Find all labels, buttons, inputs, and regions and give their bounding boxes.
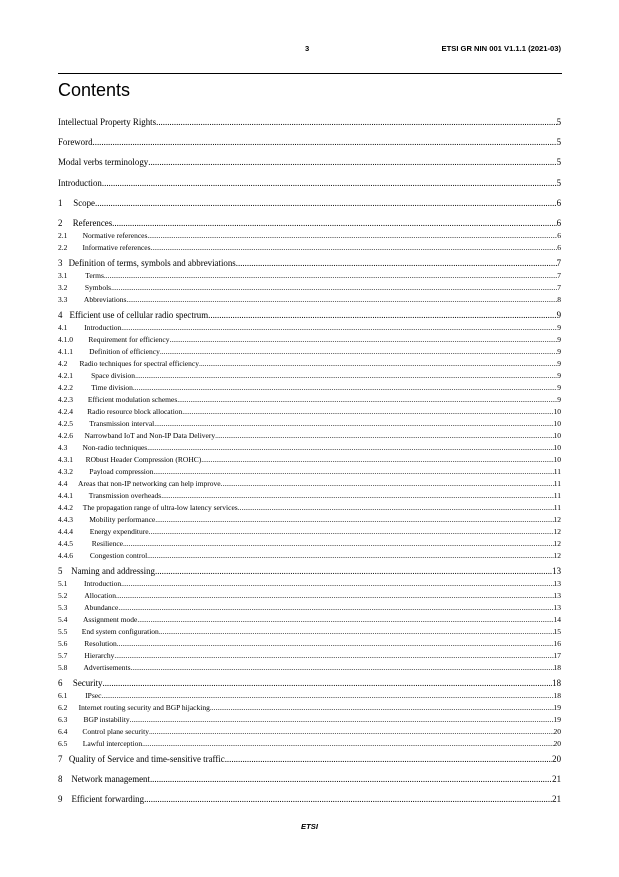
toc-entry[interactable] [58,663,561,672]
toc-dot-leader [102,678,552,688]
toc-entry-page: 11 [553,479,561,489]
toc-entry-title: Efficient modulation schemes [87,395,178,405]
toc-entry-number: 4.1.0 [58,335,73,345]
toc-dot-leader [123,539,553,548]
toc-entry-title: Advertisements [83,663,131,673]
toc-dot-leader [208,310,556,320]
toc-dot-leader [238,503,554,512]
toc-dot-leader [102,178,557,188]
toc-entry-title: Time division [91,383,133,393]
toc-dot-leader [130,715,554,724]
toc-entry[interactable] [58,419,561,428]
toc-dot-leader [151,243,558,252]
toc-entry-title: Control plane security [82,727,149,737]
toc-entry-page: 5 [556,137,561,148]
toc-entry[interactable] [58,218,561,228]
toc-entry-number: 4.2.5 [58,419,73,429]
toc-entry-page: 18 [552,678,561,688]
toc-entry[interactable] [58,347,561,356]
toc-entry-page: 12 [553,551,561,561]
toc-entry-title: Terms [85,271,104,281]
toc-entry-title: Hierarchy [84,651,115,661]
toc-entry-page: 6 [556,218,561,228]
toc-entry-page: 17 [553,651,561,661]
toc-entry-number: 5.7 [58,651,68,661]
toc-entry-page: 11 [553,491,561,501]
toc-entry-title: Efficient forwarding [71,794,145,805]
toc-entry-number: 4.4.3 [58,515,73,525]
toc-entry-page: 6 [557,231,561,241]
toc-entry-number: 6.4 [58,727,68,737]
toc-entry[interactable] [58,407,561,416]
toc-dot-leader [161,491,554,500]
toc-entry[interactable] [58,395,561,404]
toc-entry-page: 12 [553,527,561,537]
toc-entry-number: 6 [58,678,63,688]
toc-dot-leader [160,347,557,356]
toc-entry-page: 9 [557,323,561,333]
toc-entry-title: Resolution [84,639,117,649]
toc-dot-leader [155,566,552,576]
toc-dot-leader [147,231,557,240]
toc-entry-title: Scope [73,197,95,208]
toc-dot-leader [153,467,553,476]
toc-entry-title: Internet routing security and BGP hijacking [78,703,210,713]
toc-entry-page: 5 [556,177,561,188]
toc-entry-number: 4.4.4 [58,527,73,537]
toc-dot-leader [225,754,552,764]
toc-entry[interactable] [58,178,561,188]
toc-dot-leader [177,395,557,404]
toc-dot-leader [149,527,554,536]
toc-entry[interactable] [58,727,561,736]
toc-entry-page: 18 [553,663,561,673]
toc-entry-number: 4.1.1 [58,347,73,357]
toc-entry-title: Quality of Service and time-sensitive traffic [68,754,225,764]
toc-entry-title: Network management [71,774,150,785]
toc-dot-leader [111,283,557,292]
toc-entry-title: Radio techniques for spectral efficiency [79,359,199,369]
toc-dot-leader [114,651,553,660]
toc-entry-title: Allocation [84,591,116,601]
toc-entry-page: 10 [553,431,561,441]
toc-entry[interactable] [58,117,561,127]
toc-entry-page: 13 [552,566,561,576]
toc-entry-page: 6 [557,243,561,253]
toc-entry[interactable] [58,323,561,332]
toc-entry-number: 6.5 [58,739,68,749]
toc-entry-title: Definition of efficiency [89,347,160,357]
toc-dot-leader [116,591,554,600]
toc-entry-page: 6 [556,197,561,208]
toc-entry-title: Requirement for efficiency [88,335,170,345]
toc-entry[interactable] [58,157,561,167]
toc-entry[interactable] [58,455,561,464]
toc-entry-page: 10 [553,407,561,417]
toc-entry[interactable] [58,539,561,548]
toc-entry-number: 5.8 [58,663,68,673]
toc-dot-leader [149,727,554,736]
toc-entry[interactable] [58,283,561,292]
toc-entry-title: Introduction [58,177,102,188]
toc-entry-title: Informative references [82,243,151,253]
toc-entry-number: 5.5 [58,627,68,637]
toc-entry-page: 21 [552,774,561,785]
toc-entry-title: Naming and addressing [71,566,155,576]
toc-entry-title: RObust Header Compression (ROHC) [85,455,202,465]
toc-entry-number: 4.2.3 [58,395,73,405]
toc-entry[interactable] [58,479,561,488]
toc-entry-title: Resilience [91,539,124,549]
toc-entry[interactable] [58,137,561,147]
toc-dot-leader [199,359,557,368]
toc-entry-number: 4.2.6 [58,431,73,441]
toc-entry-number: 4.4.2 [58,503,73,513]
footer-logo-text: ETSI [301,822,318,831]
toc-entry-number: 9 [58,794,63,805]
toc-entry[interactable] [58,794,561,804]
toc-dot-leader [133,383,557,392]
toc-dot-leader [104,271,557,280]
toc-entry[interactable] [58,651,561,660]
toc-dot-leader [154,419,553,428]
toc-dot-leader [150,774,552,784]
toc-entry-title: Intellectual Property Rights [58,117,157,127]
toc-entry-title: Introduction [84,323,122,333]
toc-entry-title: Payload compression [89,467,154,477]
toc-entry-page: 20 [553,739,561,749]
toc-dot-leader [156,117,556,127]
toc-entry-page: 5 [556,157,561,168]
toc-entry-page: 12 [553,539,561,549]
toc-entry-page: 9 [557,371,561,381]
toc-entry-page: 10 [553,455,561,465]
toc-entry-number: 2.1 [58,231,68,241]
toc-dot-leader [101,691,553,700]
toc-entry-title: Space division [91,371,136,381]
toc-entry-page: 5 [556,117,561,127]
toc-entry-number: 5.3 [58,603,68,613]
toc-entry-title: Narrowband IoT and Non-IP Data Delivery [84,431,216,441]
toc-entry[interactable] [58,271,561,280]
toc-entry-number: 4.3.2 [58,467,73,477]
toc-dot-leader [147,551,553,560]
toc-entry-number: 3 [58,258,63,268]
toc-entry-number: 5.4 [58,615,68,625]
toc-entry-title: Definition of terms, symbols and abbreviations [68,258,236,268]
toc-entry-title: Congestion control [89,551,148,561]
toc-entry-page: 9 [557,383,561,393]
toc-entry-number: 4.4.6 [58,551,73,561]
toc-entry-page: 16 [553,639,561,649]
toc-entry-title: IPsec [85,691,102,701]
toc-entry[interactable] [58,359,561,368]
toc-entry-page: 11 [553,467,561,477]
toc-entry-page: 9 [557,359,561,369]
toc-dot-leader [135,371,557,380]
toc-entry-title: The propagation range of ultra-low latency services [82,503,238,513]
header-document-id: ETSI GR NIN 001 V1.1.1 (2021-03) [441,44,561,53]
toc-entry-title: Efficient use of cellular radio spectrum [69,310,209,320]
toc-entry[interactable] [58,774,561,784]
toc-entry[interactable] [58,527,561,536]
toc-entry-number: 5.1 [58,579,68,589]
toc-entry-number: 7 [58,754,63,764]
toc-entry-number: 6.2 [58,703,68,713]
toc-entry-page: 21 [552,794,561,805]
toc-entry-title: BGP instability [83,715,130,725]
toc-dot-leader [221,479,554,488]
toc-entry[interactable] [58,310,561,320]
toc-entry-title: Security [72,678,103,688]
toc-entry-number: 6.1 [58,691,68,701]
toc-entry-title: Energy expenditure [89,527,149,537]
toc-dot-leader [201,455,553,464]
toc-entry-number: 4.3.1 [58,455,73,465]
toc-dot-leader [121,579,553,588]
toc-entry[interactable] [58,715,561,724]
toc-entry[interactable] [58,678,561,688]
toc-entry-number: 6.3 [58,715,68,725]
toc-entry-title: Foreword [58,137,93,148]
toc-entry[interactable] [58,231,561,240]
toc-entry[interactable] [58,503,561,512]
toc-dot-leader [182,407,553,416]
toc-entry[interactable] [58,371,561,380]
toc-entry-number: 5.6 [58,639,68,649]
toc-entry-page: 18 [553,691,561,701]
toc-dot-leader [169,335,557,344]
header-page-number: 3 [305,44,310,53]
toc-dot-leader [131,663,554,672]
toc-entry-title: References [72,218,113,228]
toc-entry-number: 4.2 [58,359,68,369]
toc-entry[interactable] [58,515,561,524]
toc-dot-leader [126,295,557,304]
toc-entry-page: 19 [553,715,561,725]
toc-entry-title: Normative references [82,231,148,241]
toc-entry-page: 9 [557,347,561,357]
toc-entry-page: 14 [553,615,561,625]
toc-entry[interactable] [58,566,561,576]
toc-dot-leader [159,627,554,636]
toc-entry-number: 1 [58,197,63,208]
toc-entry-page: 19 [553,703,561,713]
toc-dot-leader [118,603,553,612]
toc-entry-page: 9 [557,395,561,405]
toc-entry[interactable] [58,431,561,440]
toc-entry[interactable] [58,295,561,304]
toc-entry-number: 4.2.1 [58,371,73,381]
toc-dot-leader [112,218,556,228]
toc-dot-leader [95,198,557,208]
toc-entry[interactable] [58,703,561,712]
toc-entry-number: 2.2 [58,243,68,253]
toc-entry-page: 7 [557,283,561,293]
toc-entry-title: Lawful interception [82,739,143,749]
toc-entry[interactable] [58,591,561,600]
toc-entry-page: 12 [553,515,561,525]
toc-entry-title: Non-radio techniques [82,443,148,453]
toc-entry-page: 10 [553,419,561,429]
toc-entry-number: 4.1 [58,323,68,333]
toc-entry-number: 3.1 [58,271,68,281]
toc-entry[interactable] [58,639,561,648]
toc-entry[interactable] [58,491,561,500]
toc-entry-title: Abbreviations [83,295,127,305]
toc-entry-title: Abundance [84,603,119,613]
toc-entry-page: 7 [557,271,561,281]
toc-entry-page: 11 [553,503,561,513]
toc-entry-title: Assignment mode [83,615,138,625]
toc-entry-number: 4.3 [58,443,68,453]
toc-dot-leader [117,639,554,648]
toc-entry-title: Modal verbs terminology [58,157,149,168]
toc-entry[interactable] [58,691,561,700]
toc-entry-number: 4.4.5 [58,539,73,549]
toc-entry-page: 13 [553,591,561,601]
toc-entry-page: 15 [553,627,561,637]
toc-entry-number: 3.2 [58,283,68,293]
toc-entry-page: 7 [556,258,561,268]
toc-entry[interactable] [58,443,561,452]
toc-dot-leader [93,137,557,147]
toc-dot-leader [155,515,553,524]
toc-entry-page: 20 [552,754,561,764]
toc-entry-title: Transmission overheads [88,491,162,501]
toc-entry[interactable] [58,551,561,560]
toc-entry-number: 4.2.2 [58,383,73,393]
toc-entry[interactable] [58,335,561,344]
toc-dot-leader [137,615,553,624]
toc-dot-leader [148,157,556,167]
toc-dot-leader [215,431,553,440]
toc-entry-number: 5.2 [58,591,68,601]
toc-dot-leader [121,323,557,332]
toc-entry-page: 13 [553,579,561,589]
toc-entry-number: 3.3 [58,295,68,305]
toc-entry[interactable] [58,615,561,624]
toc-entry-title: Symbols [84,283,112,293]
toc-entry-page: 20 [553,727,561,737]
toc-entry-number: 5 [58,566,63,576]
toc-entry[interactable] [58,739,561,748]
toc-entry[interactable] [58,603,561,612]
toc-entry-number: 4.4 [58,479,68,489]
toc-entry-title: Areas that non-IP networking can help improve [78,479,221,489]
toc-entry-title: Mobility performance [89,515,156,525]
toc-entry-title: Radio resource block allocation [87,407,183,417]
toc-entry[interactable] [58,627,561,636]
toc-entry-page: 8 [557,295,561,305]
toc-entry[interactable] [58,383,561,392]
page-title: Contents [58,80,131,100]
toc-entry[interactable] [58,467,561,476]
toc-entry-number: 4.2.4 [58,407,73,417]
toc-entry[interactable] [58,243,561,252]
toc-entry-page: 9 [557,335,561,345]
toc-dot-leader [144,794,552,804]
toc-dot-leader [210,703,554,712]
toc-entry[interactable] [58,579,561,588]
toc-entry-number: 2 [58,218,63,228]
toc-entry-title: End system configuration [81,627,159,637]
toc-entry-page: 13 [553,603,561,613]
toc-entry[interactable] [58,258,561,268]
toc-entry-title: Transmission interval [89,419,155,429]
toc-entry-page: 10 [553,443,561,453]
table-of-contents [58,0,561,877]
toc-entry-number: 8 [58,774,63,785]
toc-dot-leader [142,739,553,748]
toc-dot-leader [236,258,557,268]
toc-entry-number: 4 [58,310,63,320]
toc-entry[interactable] [58,754,561,764]
toc-entry-title: Introduction [84,579,122,589]
toc-dot-leader [147,443,553,452]
toc-entry-number: 4.4.1 [58,491,73,501]
toc-entry-page: 9 [556,310,561,320]
toc-entry[interactable] [58,198,561,208]
